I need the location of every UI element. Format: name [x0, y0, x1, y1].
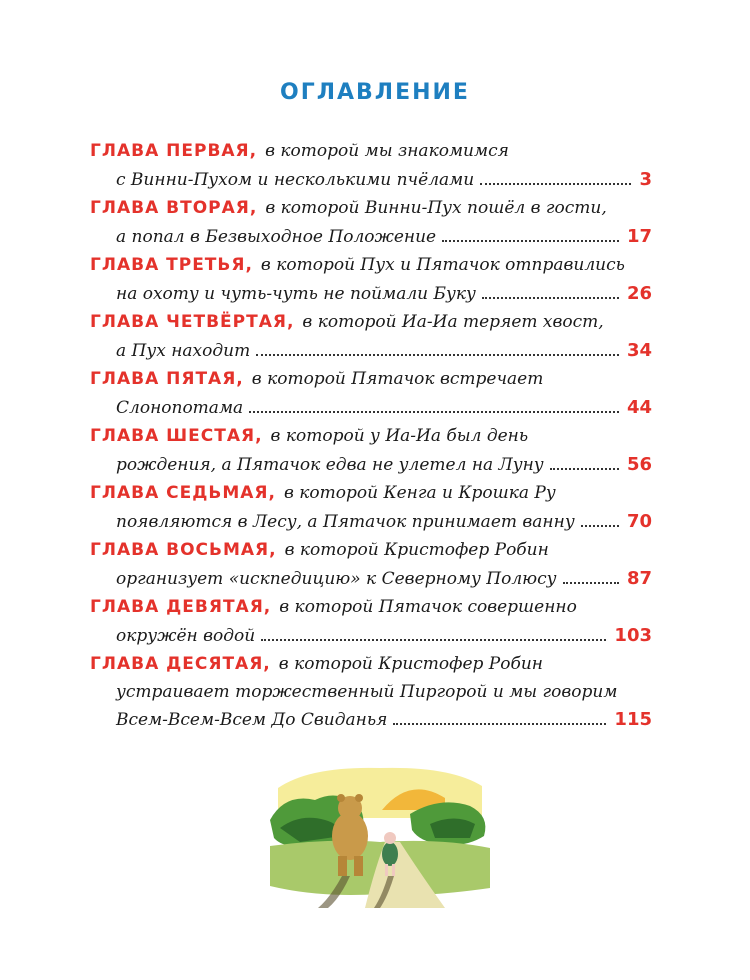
dot-leader: [261, 638, 606, 641]
chapter-desc-line: на охоту и чуть-чуть не поймали Буку: [116, 283, 476, 304]
chapter-desc-line: рождения, а Пятачок едва не улетел на Луну: [116, 454, 544, 475]
chapter-desc-line: в которой Кенга и Крошка Ру: [283, 483, 556, 503]
page-number: 26: [626, 282, 652, 304]
page-number: 3: [639, 168, 652, 190]
dot-leader: [480, 182, 631, 185]
chapter-desc-line: устраивает торжественный Пиргорой и мы говорим: [116, 681, 618, 702]
chapter-desc-line: в которой Кристофер Робин: [278, 654, 543, 674]
toc-entry[interactable]: [90, 651, 652, 734]
chapter-desc-line: в которой у Иа-Иа был день: [270, 426, 529, 446]
table-of-contents: [90, 138, 652, 734]
chapter-label: ГЛАВА ПЕРВАЯ,: [90, 141, 258, 161]
toc-entry[interactable]: [90, 537, 652, 592]
toc-entry[interactable]: [90, 138, 652, 193]
chapter-desc-line: окружён водой: [116, 625, 256, 646]
toc-entry[interactable]: [90, 309, 652, 364]
chapter-desc-line: в которой Пух и Пятачок отправились: [260, 255, 625, 275]
chapter-label: ГЛАВА ПЯТАЯ,: [90, 369, 244, 389]
dot-leader: [550, 467, 619, 470]
toc-entry[interactable]: [90, 366, 652, 421]
chapter-desc-line: в которой мы знакомимся: [265, 141, 509, 161]
chapter-label: ГЛАВА ШЕСТАЯ,: [90, 426, 263, 446]
chapter-label: ГЛАВА СЕДЬМАЯ,: [90, 483, 276, 503]
toc-entry[interactable]: [90, 195, 652, 250]
toc-entry[interactable]: [90, 252, 652, 307]
page-number: 44: [626, 396, 652, 418]
chapter-desc-line: в которой Винни-Пух пошёл в гости,: [265, 198, 607, 218]
page-number: 34: [626, 339, 652, 361]
chapter-desc-line: в которой Пятачок встречает: [251, 369, 544, 389]
chapter-desc-line: Всем-Всем-Всем До Свиданья: [116, 710, 388, 730]
chapter-desc-line: а Пух находит: [116, 340, 251, 361]
chapter-label: ГЛАВА ВТОРАЯ,: [90, 198, 258, 218]
chapter-desc-line: в которой Иа-Иа теряет хвост,: [302, 312, 604, 332]
chapter-desc-line: в которой Кристофер Робин: [284, 540, 549, 560]
chapter-desc-line: а попал в Безвыходное Положение: [116, 226, 437, 247]
chapter-desc-line: организует «искпедицию» к Северному Полюсу: [116, 568, 557, 589]
toc-entry[interactable]: [90, 480, 652, 535]
dot-leader: [256, 353, 619, 356]
dot-leader: [393, 722, 606, 725]
dot-leader: [249, 410, 619, 413]
pooh-and-piglet-sunset-illustration: [270, 758, 490, 908]
page-number: 115: [614, 709, 652, 730]
page-number: 103: [614, 624, 652, 646]
toc-entry[interactable]: [90, 594, 652, 649]
page-number: 56: [626, 453, 652, 475]
dot-leader: [482, 296, 619, 299]
page-title: ОГЛАВЛЕНИЕ: [280, 80, 470, 105]
dot-leader: [442, 239, 619, 242]
chapter-label: ГЛАВА ДЕВЯТАЯ,: [90, 597, 272, 617]
chapter-desc-line: Слонопотама: [116, 397, 244, 418]
dot-leader: [563, 581, 619, 584]
page-number: 70: [626, 510, 652, 532]
toc-entry[interactable]: [90, 423, 652, 478]
chapter-label: ГЛАВА ДЕСЯТАЯ,: [90, 654, 271, 674]
chapter-desc-line: с Винни-Пухом и несколькими пчёлами: [116, 169, 475, 190]
chapter-label: ГЛАВА ЧЕТВЁРТАЯ,: [90, 312, 295, 332]
dot-leader: [581, 524, 619, 527]
chapter-label: ГЛАВА ТРЕТЬЯ,: [90, 255, 253, 275]
chapter-desc-line: в которой Пятачок совершенно: [279, 597, 577, 617]
page-number: 17: [626, 225, 652, 247]
page-number: 87: [626, 567, 652, 589]
chapter-desc-line: появляются в Лесу, а Пятачок принимает ванну: [116, 511, 575, 532]
chapter-label: ГЛАВА ВОСЬМАЯ,: [90, 540, 277, 560]
